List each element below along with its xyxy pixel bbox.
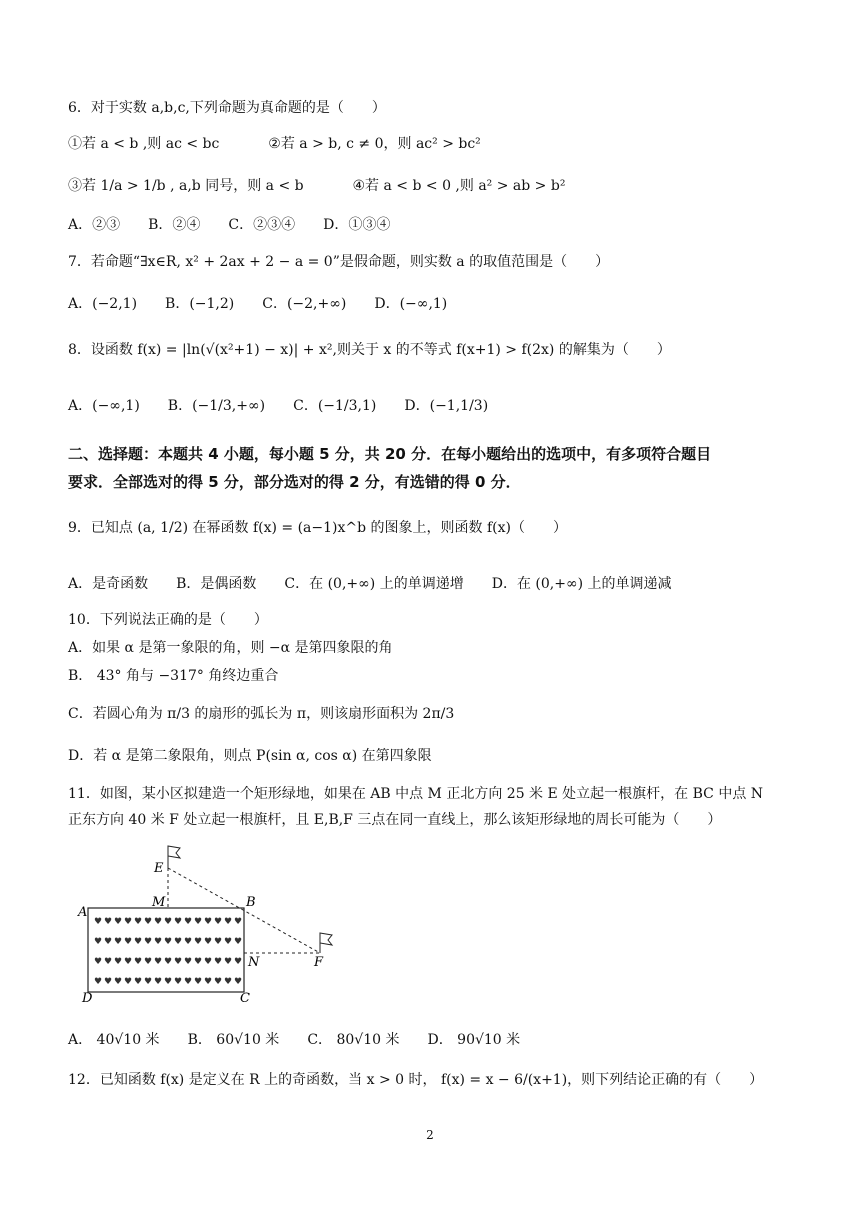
tree-icon: ♥ [174,957,183,967]
tree-icon: ♥ [104,957,113,967]
tree-icon: ♥ [114,917,123,927]
tree-icon: ♥ [184,937,193,947]
tree-icon: ♥ [134,957,143,967]
tree-icon: ♥ [194,977,203,987]
q7-option-d: D．(−∞,1) [374,296,448,312]
q6-items-3-4 [68,176,565,196]
tree-icon: ♥ [224,937,233,947]
tree-icon: ♥ [174,977,183,987]
q6-item4: ④若 a < b < 0 ,则 a² > ab > b² [352,178,566,194]
q6-stem: 6．对于实数 a,b,c,下列命题为真命题的是（ ） [68,100,386,116]
tree-icon: ♥ [164,937,173,947]
tree-icon: ♥ [174,937,183,947]
q6-item2: ②若 a > b, c ≠ 0，则 ac² > bc² [268,136,481,152]
q9-option-c: C．在 (0,+∞) 上的单调递增 [284,576,464,592]
page-number: 2 [426,1128,434,1142]
label-c: C [240,991,250,1006]
tree-icon: ♥ [234,937,243,947]
tree-icon: ♥ [114,977,123,987]
tree-icon: ♥ [214,957,223,967]
q11-option-c: C． 80√10 米 [307,1032,400,1048]
q6-option-d: D．①③④ [323,217,391,233]
tree-icon: ♥ [234,977,243,987]
tree-icon: ♥ [114,937,123,947]
label-f: F [314,955,324,970]
q7-stem: 7．若命题“∃x∈R, x² + 2ax + 2 − a = 0”是假命题，则实数 a 的取值范围是（ ） [68,254,610,270]
tree-icon: ♥ [114,957,123,967]
flag-f-icon [320,933,332,945]
q6-item1: ①若 a < b ,则 ac < bc [68,136,220,152]
tree-icon: ♥ [144,937,153,947]
q11-figure [76,838,366,1006]
green-area-pattern [94,917,242,987]
tree-icon: ♥ [164,957,173,967]
q12-stem: 12．已知函数 f(x) 是定义在 R 上的奇函数，当 x > 0 时， f(x) = x − 6/(x+1)，则下列结论正确的有（ ） [68,1072,764,1088]
tree-icon: ♥ [164,917,173,927]
q9-option-d: D．在 (0,+∞) 上的单调递减 [491,576,672,592]
tree-icon: ♥ [204,917,213,927]
tree-icon: ♥ [204,957,213,967]
q8-options [68,396,516,416]
tree-icon: ♥ [144,977,153,987]
q11-stem-line1: 11．如图，某小区拟建造一个矩形绿地，如果在 AB 中点 M 正北方向 25 米 E 处立起一根旗杆，在 BC 中点 N [68,786,764,802]
tree-icon: ♥ [134,977,143,987]
tree-icon: ♥ [184,917,193,927]
tree-icon: ♥ [204,977,213,987]
tree-icon: ♥ [164,977,173,987]
tree-icon: ♥ [94,957,103,967]
tree-icon: ♥ [134,917,143,927]
q11-stem-line2: 正东方向 40 米 F 处立起一根旗杆，且 E,B,F 三点在同一直线上，那么该矩形绿地的周长可能为（ ） [68,812,722,828]
tree-icon: ♥ [194,917,203,927]
tree-icon: ♥ [154,977,163,987]
q10-option-b: B． 43° 角与 −317° 角终边重合 [68,668,279,684]
tree-icon: ♥ [234,917,243,927]
q7-option-c: C．(−2,+∞) [262,296,347,312]
tree-icon: ♥ [214,937,223,947]
q7-option-a: A．(−2,1) [68,296,138,312]
q10-option-a: A．如果 α 是第一象限的角，则 −α 是第四象限的角 [68,640,393,656]
tree-icon: ♥ [144,957,153,967]
q8-option-a: A．(−∞,1) [68,398,140,414]
q9-stem: 9．已知点 (a, 1/2) 在幂函数 f(x) = (a−1)x^b 的图象上，则函数 f(x)（ ） [68,520,567,536]
q11-option-a: A． 40√10 米 [68,1032,160,1048]
label-d: D [82,991,93,1006]
q6-option-c: C．②③④ [228,217,296,233]
q6-option-b: B．②④ [148,217,201,233]
tree-icon: ♥ [124,977,133,987]
tree-icon: ♥ [94,937,103,947]
tree-icon: ♥ [104,937,113,947]
section2-line1: 二、选择题：本题共 4 小题，每小题 5 分，共 20 分．在每小题给出的选项中，有多项符合题目 [68,445,712,463]
tree-icon: ♥ [194,957,203,967]
tree-icon: ♥ [104,977,113,987]
flag-e-icon [168,846,180,858]
tree-icon: ♥ [144,917,153,927]
tree-icon: ♥ [234,957,243,967]
section2-line2: 要求．全部选对的得 5 分，部分选对的得 2 分，有选错的得 0 分． [68,473,521,491]
tree-icon: ♥ [214,977,223,987]
label-b: B [246,895,256,910]
label-n: N [248,955,260,970]
q6-item3: ③若 1/a > 1/b , a,b 同号，则 a < b [68,178,304,194]
q11-option-d: D． 90√10 米 [427,1032,521,1048]
tree-icon: ♥ [224,917,233,927]
q7-option-b: B．(−1,2) [165,296,235,312]
tree-icon: ♥ [214,917,223,927]
q6-items-1-2 [68,134,481,154]
label-e: E [154,861,164,876]
tree-icon: ♥ [184,957,193,967]
tree-icon: ♥ [184,977,193,987]
q9-options [68,574,700,594]
q10-option-d: D．若 α 是第二象限角，则点 P(sin α, cos α) 在第四象限 [68,748,432,764]
q11-option-b: B． 60√10 米 [187,1032,280,1048]
q9-option-a: A．是奇函数 [68,576,149,592]
q10-option-c: C．若圆心角为 π/3 的扇形的弧长为 π，则该扇形面积为 2π/3 [68,706,455,722]
tree-icon: ♥ [124,957,133,967]
tree-icon: ♥ [174,917,183,927]
q8-option-c: C．(−1/3,1) [293,398,377,414]
tree-icon: ♥ [154,937,163,947]
q9-option-b: B．是偶函数 [176,576,257,592]
tree-icon: ♥ [104,917,113,927]
q8-option-d: D．(−1,1/3) [404,398,489,414]
q11-options [68,1030,548,1050]
q6-options [68,215,418,235]
tree-icon: ♥ [224,957,233,967]
q8-stem: 8．设函数 f(x) = |ln(√(x²+1) − x)| + x²,则关于 x 的不等式 f(x+1) > f(2x) 的解集为（ ） [68,342,671,358]
tree-icon: ♥ [194,937,203,947]
q6-option-a: A．②③ [68,217,121,233]
tree-icon: ♥ [134,937,143,947]
tree-icon: ♥ [154,957,163,967]
tree-icon: ♥ [94,917,103,927]
tree-icon: ♥ [224,977,233,987]
tree-icon: ♥ [124,937,133,947]
q8-option-b: B．(−1/3,+∞) [167,398,266,414]
q7-options [68,294,475,314]
q10-stem: 10．下列说法正确的是（ ） [68,612,268,628]
tree-icon: ♥ [124,917,133,927]
tree-icon: ♥ [94,977,103,987]
tree-icon: ♥ [204,937,213,947]
tree-icon: ♥ [154,917,163,927]
label-m: M [152,895,166,910]
label-a: A [78,905,88,920]
